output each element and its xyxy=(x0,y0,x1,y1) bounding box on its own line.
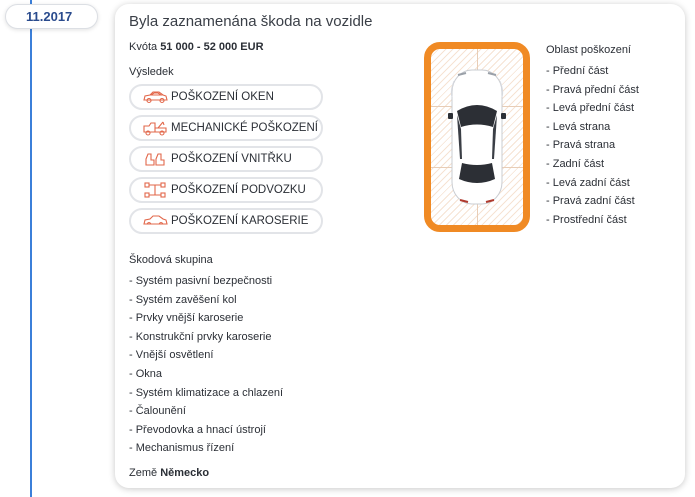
result-label-text: POŠKOZENÍ PODVOZKU xyxy=(171,184,306,196)
list-item: - Levá strana xyxy=(546,120,611,133)
list-item: - Čalounění xyxy=(129,405,186,418)
quota-value: 51 000 - 52 000 EUR xyxy=(160,41,264,53)
result-pill-chassis xyxy=(129,177,323,203)
result-pill-body xyxy=(129,208,323,234)
card-title: Byla zaznamenána škoda na vozidle xyxy=(129,13,373,30)
car-windows-icon xyxy=(141,88,169,106)
list-item: - Mechanismus řízení xyxy=(129,442,235,455)
list-item: - Pravá přední část xyxy=(546,83,639,96)
list-item: - Levá zadní část xyxy=(546,176,630,189)
list-item: - Zadní část xyxy=(546,157,605,170)
list-item: - Systém pasivní bezpečnosti xyxy=(129,275,273,287)
list-item: - Systém zavěšení kol xyxy=(129,293,237,306)
list-item: - Pravá strana xyxy=(546,139,616,152)
damage-group-label: Škodová skupina xyxy=(129,254,213,266)
car-top-view-icon xyxy=(448,67,506,207)
date-badge: 11.2017 xyxy=(5,4,98,29)
result-pill-mechanical xyxy=(129,115,323,141)
list-item: - Okna xyxy=(129,367,163,380)
damage-area-diagram xyxy=(424,42,530,232)
list-item: - Prvky vnější karoserie xyxy=(129,312,244,325)
list-item: - Pravá zadní část xyxy=(546,195,635,208)
damage-area-label: Oblast poškození xyxy=(546,44,631,56)
list-item: - Konstrukční prvky karoserie xyxy=(129,330,272,343)
damage-record-card xyxy=(115,4,685,488)
tow-truck-icon xyxy=(141,119,169,137)
list-item: - Levá přední část xyxy=(546,102,635,115)
axle-icon xyxy=(141,181,169,199)
car-body-icon xyxy=(141,212,169,230)
result-label-text: POŠKOZENÍ KAROSERIE xyxy=(171,215,309,227)
result-pill-interior xyxy=(129,146,323,172)
list-item: - Přední část xyxy=(546,65,609,77)
quota xyxy=(129,41,264,53)
country-label: Země xyxy=(129,467,161,479)
timeline-line xyxy=(30,0,32,497)
quota-label: Kvóta xyxy=(129,41,161,53)
damage-area-list xyxy=(546,62,639,229)
result-label-text: MECHANICKÉ POŠKOZENÍ xyxy=(171,122,318,134)
result-label: Výsledek xyxy=(129,66,174,78)
result-label-text: POŠKOZENÍ VNITŘKU xyxy=(171,153,292,165)
country xyxy=(129,467,209,479)
list-item: - Systém klimatizace a chlazení xyxy=(129,386,284,399)
result-list xyxy=(129,84,323,239)
list-item: - Prostřední část xyxy=(546,213,627,226)
country-value: Německo xyxy=(160,467,210,479)
list-item: - Převodovka a hnací ústrojí xyxy=(129,423,266,436)
result-pill-windows xyxy=(129,84,323,110)
list-item: - Vnější osvětlení xyxy=(129,349,214,362)
car-seats-icon xyxy=(141,150,169,168)
result-label-text: POŠKOZENÍ OKEN xyxy=(171,91,274,103)
damage-group-list xyxy=(129,272,283,458)
